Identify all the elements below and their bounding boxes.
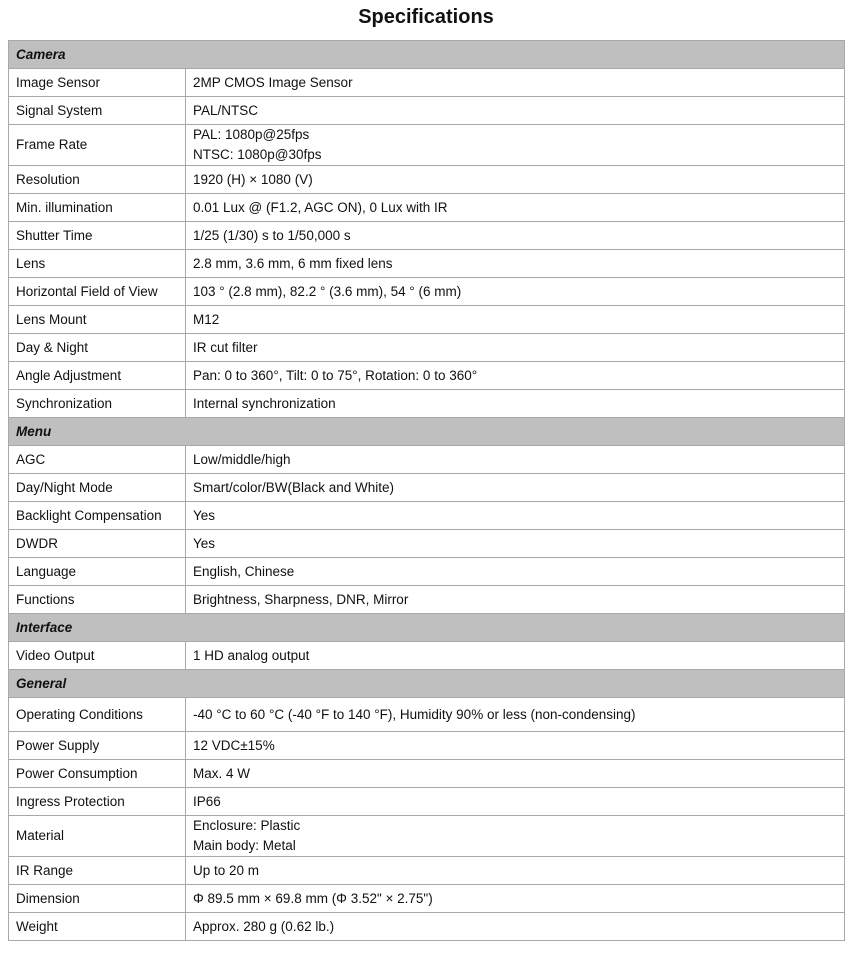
spec-value-line: Yes (193, 535, 216, 551)
spec-value (186, 194, 845, 222)
spec-value-line: IP66 (193, 793, 221, 809)
spec-value-line: Internal synchronization (193, 395, 336, 411)
spec-row-shutter-time (9, 222, 845, 250)
spec-value (186, 698, 845, 732)
spec-row-lens-mount (9, 306, 845, 334)
specifications-table (8, 40, 845, 941)
spec-row-power-supply (9, 732, 845, 760)
spec-value-line: M12 (193, 311, 220, 327)
spec-value (186, 390, 845, 418)
spec-value-line: Smart/color/BW(Black and White) (193, 479, 395, 495)
spec-row-synchronization (9, 390, 845, 418)
spec-label: Frame Rate (9, 125, 186, 166)
spec-value-line: Brightness, Sharpness, DNR, Mirror (193, 591, 409, 607)
spec-label: Material (9, 816, 186, 857)
spec-label: Language (9, 558, 186, 586)
spec-label: Min. illumination (9, 194, 186, 222)
spec-row-day-night (9, 334, 845, 362)
spec-value-line: -40 °C to 60 °C (-40 °F to 140 °F), Humidity 90% or less (non-condensing) (193, 706, 636, 722)
spec-row-dimension (9, 885, 845, 913)
spec-label: Power Consumption (9, 760, 186, 788)
spec-row-backlight-compensation (9, 502, 845, 530)
spec-label: Video Output (9, 642, 186, 670)
spec-label: Lens (9, 250, 186, 278)
spec-row-weight (9, 913, 845, 941)
spec-row-min-illumination (9, 194, 845, 222)
spec-value-line: 2.8 mm, 3.6 mm, 6 mm fixed lens (193, 255, 393, 271)
spec-row-language (9, 558, 845, 586)
spec-value-line: 12 VDC±15% (193, 737, 275, 753)
spec-value-line: PAL/NTSC (193, 102, 259, 118)
spec-value-line: Yes (193, 507, 216, 523)
spec-row-video-output (9, 642, 845, 670)
spec-value (186, 642, 845, 670)
spec-row-lens (9, 250, 845, 278)
spec-value-line: 1/25 (1/30) s to 1/50,000 s (193, 227, 351, 243)
spec-value-line: 0.01 Lux @ (F1.2, AGC ON), 0 Lux with IR (193, 199, 448, 215)
spec-value-line: PAL: 1080p@25fps (193, 127, 310, 142)
spec-label: Dimension (9, 885, 186, 913)
spec-row-agc (9, 446, 845, 474)
spec-row-frame-rate (9, 125, 845, 166)
spec-value-line: Max. 4 W (193, 765, 251, 781)
spec-value (186, 222, 845, 250)
spec-row-functions (9, 586, 845, 614)
spec-row-day-night-mode (9, 474, 845, 502)
spec-label: Shutter Time (9, 222, 186, 250)
spec-value (186, 278, 845, 306)
spec-row-horizontal-field-of-view (9, 278, 845, 306)
spec-value (186, 788, 845, 816)
spec-label: Horizontal Field of View (9, 278, 186, 306)
spec-value (186, 166, 845, 194)
spec-row-signal-system (9, 97, 845, 125)
spec-label: Functions (9, 586, 186, 614)
spec-value (186, 586, 845, 614)
spec-label: Lens Mount (9, 306, 186, 334)
spec-label: Resolution (9, 166, 186, 194)
spec-row-power-consumption (9, 760, 845, 788)
spec-value (186, 474, 845, 502)
spec-value-line: Pan: 0 to 360°, Tilt: 0 to 75°, Rotation: 0 to 360° (193, 367, 478, 383)
spec-row-operating-conditions (9, 698, 845, 732)
specifications-table-body (9, 41, 845, 941)
spec-value (186, 306, 845, 334)
spec-value (186, 558, 845, 586)
spec-value (186, 69, 845, 97)
spec-value (186, 913, 845, 941)
spec-label: Signal System (9, 97, 186, 125)
spec-label: Weight (9, 913, 186, 941)
spec-row-image-sensor (9, 69, 845, 97)
spec-value (186, 530, 845, 558)
spec-row-ingress-protection (9, 788, 845, 816)
spec-row-ir-range (9, 857, 845, 885)
spec-label: DWDR (9, 530, 186, 558)
spec-value (186, 502, 845, 530)
spec-label: Power Supply (9, 732, 186, 760)
spec-label: Operating Conditions (9, 698, 186, 732)
spec-value-line: Main body: Metal (193, 838, 296, 853)
section-title: Interface (9, 614, 845, 642)
spec-value (186, 362, 845, 390)
spec-value-line: English, Chinese (193, 563, 295, 579)
spec-label: Day/Night Mode (9, 474, 186, 502)
section-header-menu (9, 418, 845, 446)
section-title: Menu (9, 418, 845, 446)
page-title: Specifications (358, 6, 494, 28)
section-header-interface (9, 614, 845, 642)
spec-value (186, 760, 845, 788)
spec-value-line: Approx. 280 g (0.62 lb.) (193, 918, 335, 934)
spec-value (186, 125, 845, 166)
spec-label: AGC (9, 446, 186, 474)
spec-label: IR Range (9, 857, 186, 885)
spec-value-line: 103 ° (2.8 mm), 82.2 ° (3.6 mm), 54 ° (6 mm) (193, 283, 462, 299)
spec-value (186, 732, 845, 760)
spec-row-dwdr (9, 530, 845, 558)
section-header-general (9, 670, 845, 698)
spec-label: Backlight Compensation (9, 502, 186, 530)
spec-value (186, 885, 845, 913)
spec-row-resolution (9, 166, 845, 194)
spec-value-line: Enclosure: Plastic (193, 818, 301, 833)
spec-value (186, 857, 845, 885)
spec-label: Angle Adjustment (9, 362, 186, 390)
spec-value-line: IR cut filter (193, 339, 258, 355)
section-title: Camera (9, 41, 845, 69)
section-title: General (9, 670, 845, 698)
spec-label: Ingress Protection (9, 788, 186, 816)
spec-label: Image Sensor (9, 69, 186, 97)
spec-label: Synchronization (9, 390, 186, 418)
spec-value-line: 2MP CMOS Image Sensor (193, 74, 353, 90)
spec-value-line: NTSC: 1080p@30fps (193, 147, 322, 162)
spec-value-line: 1 HD analog output (193, 647, 310, 663)
spec-value (186, 334, 845, 362)
spec-row-material (9, 816, 845, 857)
spec-value (186, 446, 845, 474)
section-header-camera (9, 41, 845, 69)
spec-value-line: 1920 (H) × 1080 (V) (193, 171, 313, 187)
spec-row-angle-adjustment (9, 362, 845, 390)
spec-value (186, 97, 845, 125)
spec-value-line: Φ 89.5 mm × 69.8 mm (Φ 3.52" × 2.75") (193, 890, 433, 906)
spec-value-line: Low/middle/high (193, 451, 291, 467)
spec-label: Day & Night (9, 334, 186, 362)
spec-value (186, 816, 845, 857)
spec-value-line: Up to 20 m (193, 862, 260, 878)
spec-value (186, 250, 845, 278)
